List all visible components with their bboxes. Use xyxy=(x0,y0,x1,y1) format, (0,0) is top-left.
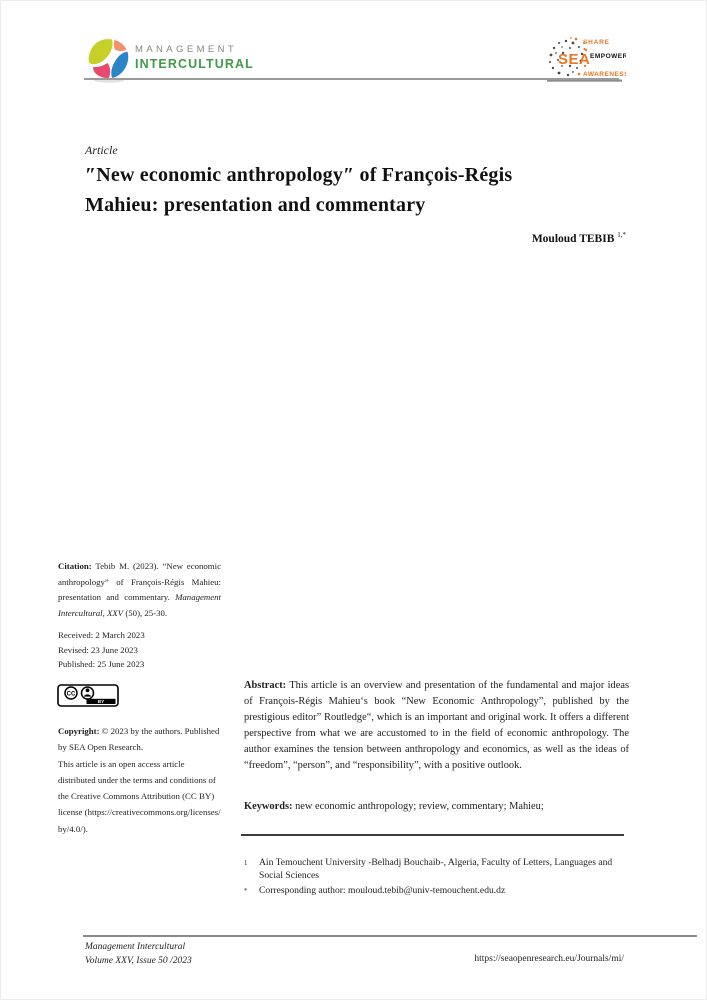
footnote-text: Ain Temouchent University -Belhadj Bouchaib-, Algeria, Faculty of Letters, Languages and Social Sciences xyxy=(259,857,613,881)
sea-acronym: SEA xyxy=(558,51,591,68)
journal-ball-logo-icon xyxy=(87,37,131,83)
keywords-label: Keywords: xyxy=(244,801,293,812)
footnote-text xyxy=(259,884,636,898)
journal-logo-word1: MANAGEMENT xyxy=(135,44,238,55)
citation-source-tail: (50), 25-30. xyxy=(125,607,168,618)
footer-volume-issue: Volume XXV, Issue 50 /2023 xyxy=(85,956,192,966)
revised-date: Revised: 23 June 2023 xyxy=(58,644,138,655)
sea-word-awareness: AWARENESS xyxy=(583,71,626,78)
author-affiliation-marks: 1,* xyxy=(617,231,626,239)
svg-text:CC: CC xyxy=(66,691,76,698)
article-dates xyxy=(58,628,145,672)
sea-word-share: SHARE xyxy=(583,39,610,46)
footer-journal-name: Management Intercultural xyxy=(85,942,186,952)
keywords-text: new economic anthropology; review, commentary; Mahieu; xyxy=(295,801,544,812)
footnote-marker: 1 xyxy=(244,860,248,867)
journal-logo-text xyxy=(135,45,254,70)
sea-logo xyxy=(546,33,626,83)
copyright-block xyxy=(58,723,224,837)
citation-block xyxy=(58,559,221,621)
keywords-block xyxy=(244,799,629,815)
footnote-corresponding-author xyxy=(244,884,636,898)
sea-logo-underline xyxy=(547,80,622,82)
copyright-text-2: This article is an open access article distributed under the terms and conditions of the Creative Commons Attribution (CC BY) license ( xyxy=(58,758,216,818)
footer-rule xyxy=(83,935,697,937)
footer-url-container xyxy=(244,954,624,964)
published-date: Published: 25 June 2023 xyxy=(58,659,145,669)
abstract-text: This article is an overview and presentation of the fundamental and major ideas of François-Régis Mahieu‘s book “New Economic Anthropology”, published by the prestigious editor” Routledge“, which is an important and original work. It offers a different perspective from what we are accustomed to in the field of economic anthropology. The author examines the tension between anthropology and economics, as well as the ideas of “freedom”, “person”, and “responsibility”, with a positive outlook. xyxy=(244,680,629,771)
author-line xyxy=(85,231,626,245)
citation-label: Citation: xyxy=(58,561,92,571)
abstract-block xyxy=(244,678,629,774)
footer-journal-info xyxy=(85,940,192,968)
journal-logo-word2: INTERCULTURAL xyxy=(135,56,254,71)
citation-text: Tebib M. (2023). “New economic anthropology” of François-Régis Mahieu: presentation and commentary. xyxy=(58,561,221,602)
copyright-text-tail: ). xyxy=(82,823,88,834)
article-type-label: Article xyxy=(85,143,118,157)
corresponding-author-email-link[interactable]: mouloud.tebib@univ-temouchent.edu.dz xyxy=(348,885,506,896)
copyright-text-1: © 2023 by the authors. Published by SEA Open Research. xyxy=(58,726,220,753)
cc-by-license-badge xyxy=(57,684,119,707)
footer-journal-url-link[interactable]: https://seaopenresearch.eu/Journals/mi/ xyxy=(474,954,624,964)
footnote-affiliation xyxy=(244,856,636,882)
sea-word-empower: EMPOWER xyxy=(590,53,626,60)
footnote-marker: * xyxy=(244,888,248,895)
footnote-divider xyxy=(241,834,624,836)
copyright-label: Copyright: xyxy=(58,726,100,736)
license-by-label: BY xyxy=(97,699,105,705)
page-title: ″New economic anthropology″ of François-Régis Mahieu: presentation and commentary xyxy=(85,164,513,216)
cc-license-link[interactable]: https://creativecommons.org/licenses/by/4.0/ xyxy=(58,807,221,834)
abstract-label: Abstract: xyxy=(244,680,287,691)
header-rule xyxy=(84,78,619,80)
corresponding-author-prefix: Corresponding author: xyxy=(259,885,348,896)
footnotes-block xyxy=(244,856,636,900)
received-date: Received: 2 March 2023 xyxy=(58,630,145,640)
citation-source: Management Intercultural, XXV xyxy=(58,592,222,618)
author-name: Mouloud TEBIB xyxy=(531,232,615,245)
